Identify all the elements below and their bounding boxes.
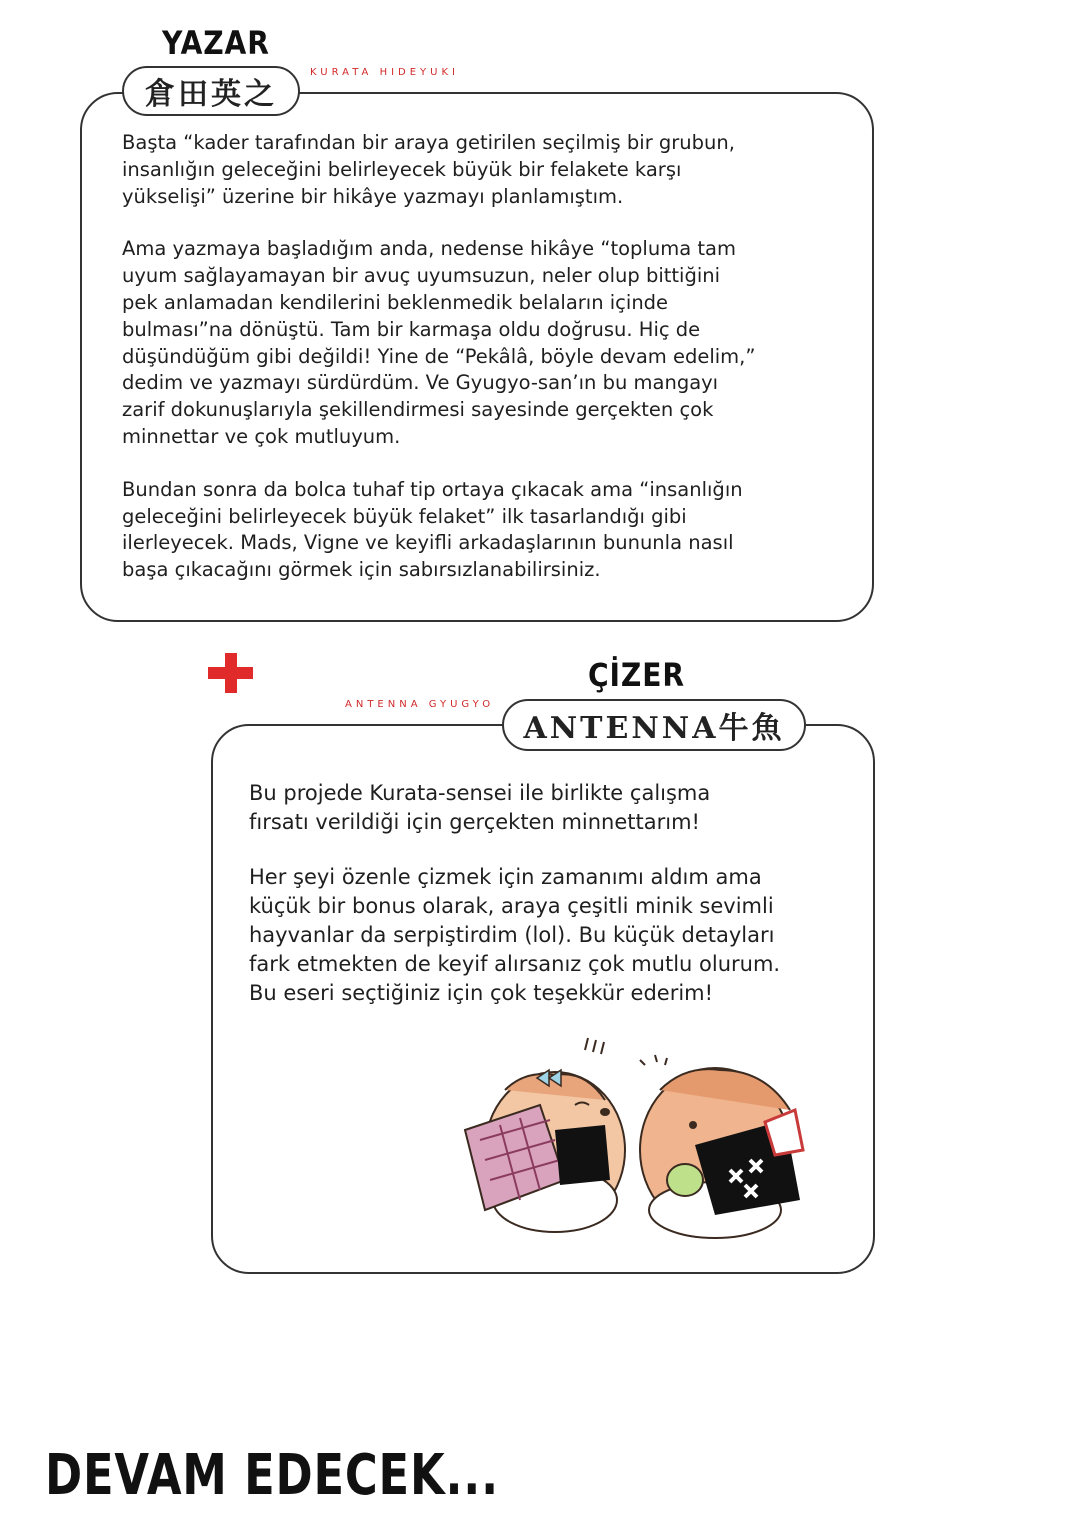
author-paragraph-3: Bundan sonra da bolca tuhaf tip ortaya çıkacak ama “insanlığın geleceğini belirleyecek büyük felaket” ilk tasarlandığı gibi ilerleyecek. Mads, Vigne ve keyifli arkadaşlarının bununla nasıl başa çıkacağını görmek için sabırsızlanabilirsiniz. [122,477,743,582]
author-nameplate: 倉田英之 [122,66,300,116]
author-paragraph-1: Başta “kader tarafından bir araya getirilen seçilmiş bir grubun, insanlığın geleceğini belirleyecek büyük bir felakete karşı yükselişi” üzerine bir hikâye yazmayı planlamıştım. [122,131,735,208]
author-role-label: YAZAR [162,24,270,62]
plus-icon [208,653,253,693]
continue-text: DEVAM EDECEK... [45,1443,499,1508]
artist-role-label: ÇİZER [588,656,685,694]
author-paragraph-2: Ama yazmaya başladığım anda, nedense hikâye “topluma tam uyum sağlayamayan bir avuç uyumsuzun, neler olup bittiğini pek anlamadan kendilerini beklenmedik belaların içinde bulması”na dönüştü. Tam bir karmaşa oldu doğrusu. Hiç de düşündüğüm gibi değildi! Yine de “Pekâlâ, böyle devam edelim,” dedim ve yazmayı sürdürdüm. Ve Gyugyo-san’ın bu mangayı zarif dokunuşlarıyla şekillendirmesi sayesinde gerçekten çok minnettar ve çok mutluyum. [122,237,756,448]
guinea-pigs-illustration [445,1030,830,1250]
author-comment-text [122,130,822,610]
artist-nameplate: ANTENNA牛魚 [502,699,806,751]
author-name-romaji: KURATA HIDEYUKI [310,67,459,78]
artist-comment-text [249,779,849,1034]
guinea-pig-left-icon [465,1038,625,1232]
guinea-pig-right-icon [640,1055,803,1238]
artist-paragraph-2: Her şeyi özenle çizmek için zamanımı aldım ama küçük bir bonus olarak, araya çeşitli minik sevimli hayvanlar da serpiştirdim (lol). Bu küçük detayları fark etmekten de keyif alırsanız çok mutlu olurum. Bu eseri seçtiğiniz için çok teşekkür ederim! [249,865,781,1005]
artist-paragraph-1: Bu projede Kurata-sensei ile birlikte çalışma fırsatı verildiği için gerçekten minnettarım! [249,781,711,834]
artist-name-romaji: ANTENNA GYUGYO [345,699,495,710]
